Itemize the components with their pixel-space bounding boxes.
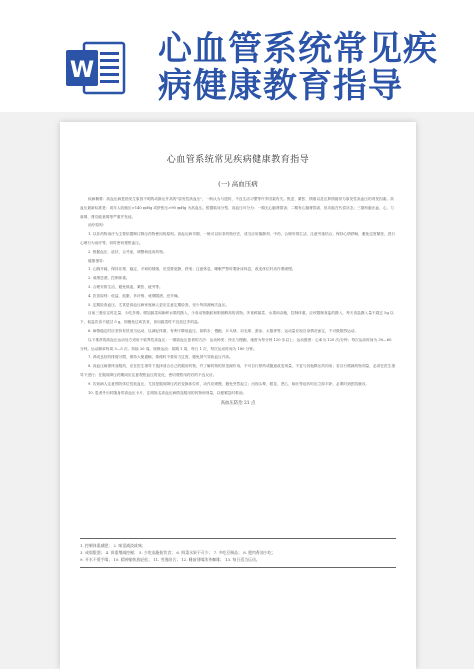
paragraph: 3. 合理安排生活，避免熬夜、紧张、疲劳等。 xyxy=(88,284,163,289)
paragraph: 9. 告知病人注意预防体位性低血压，尤其是服用降压药后变换体位时，动作应缓慢，避免突然起立；出现头晕、眼花、恶心、呕吐等症状时应立即平卧，必要时到医院就诊。 xyxy=(88,381,370,386)
tips-line: 9. 开水不烫手喝； 10. 精神愉快放轻松； 11. 劳逸结合； 12. 睡前别喝浓茶咖啡； 13. 每日适当运动。 xyxy=(80,557,260,562)
paragraph: 1. 以非药物治疗为主要依据制订降压药物使用的原则。高血压病早期，一般可以用非药物疗法，适当应用镇静剂、中药，合理安排生活，注意劳逸结合，保持心情舒畅，避免过度紧张，进行心理行为治疗等，同时密切观察血压。 xyxy=(80,232,396,245)
paragraph: 健康指导： xyxy=(88,258,107,263)
tips-line: 1. 控制体重减肥； 2. 味觉减淡咸味； xyxy=(80,543,146,548)
tips-list xyxy=(80,542,396,563)
word-document-icon xyxy=(64,40,126,96)
paragraph: 目前三餐应定时定量，少吃多餐。增加蔬菜和新鲜水果的摄入，少食动物脂肪和胆固醇高的食物。多食鲜蔬菜、水果和杂粮，控制体重。应该限制食盐的摄入，每天食盐摄入量不超过 5g 以下，低盐饮食不超过 5 g，即避免过咸饮食，食用蔬菜时不宜放过多的盐。 xyxy=(80,311,394,325)
paragraph: 以下推荐的高血压运动处方适用于临界性高血压：一期高血压患者的方法：运动种类：快走与慢跑，速度为每分钟 120 步以上；运动强度：心率为 120 次/分钟；每次运动时间为 30—60 分钟。运动频率每周 3—5 次。持续 20 周。规律运动：周期 1 周，每日 1 次，每次运动时间为 180 分钟。 xyxy=(80,337,392,351)
paragraph: 4. 饮食原则：低盐、低脂、多纤维、戒烟限酒、忌辛辣。 xyxy=(88,293,182,298)
divider xyxy=(80,567,396,568)
page-title-line-1: 心血管系统常见疾 xyxy=(158,29,438,69)
document-page xyxy=(60,122,416,669)
paragraph: 5. 定期检查血压，尤其是高血压病家庭病人更应注意定期检查，至少每周测两次血压。 xyxy=(88,302,230,307)
paragraph: 1. 心胸开阔，保持乐观、稳定、平和的情绪，厌觉要宽静、舒适；注意休息，睡眠严禁时要卧床休息，改变体位时动作要缓慢。 xyxy=(88,267,296,272)
divider xyxy=(80,538,396,539)
paragraph: 2. 根据血压、症状、合并症，调整和选用药物。 xyxy=(88,249,167,254)
section-heading: (一) 高血压病 xyxy=(218,180,258,188)
svg-text:W: W xyxy=(69,58,95,83)
paragraph: 疾病概要：高血压病是指发生原因不明的动脉压升高的"原发性高血压"，一般认为与遗传、不良生活习惯等许多因素有关。焦虑、紧张、情绪以及压抑情绪常为原发性高血压的诱发因素。高血压最新标准是：成年人收缩压>140 ㎜Hg 或舒张压>90 ㎜Hg 为高血压。根据临床分型，高血压可分为：一期无心脑肾损害；二期有心脑肾损害，但功能在代偿状态；三期有脑出血、心、力衰竭、肾功能衰竭等严重并发症。 xyxy=(80,197,394,219)
paragraph: 6. 病情稳定时应坚持有效适当运动，以减轻体重，有利于降低血压，如散步、慢跑、乒乓球、羽毛球、游泳、太极拳等，运动量应视自身情况而定，不可做剧烈运动。 xyxy=(88,328,359,333)
header-banner xyxy=(0,0,474,112)
paragraph: 8. 高血压病需终身服药，应在医生指导下选择适合自己的服用药物，并了解药物的常见副作用，不可自行停药或随意改变剂量，不宜与其他降压药同用；若自行增减药物剂量，必须在医生指导下进行；在服用降压药期间应注意观察血压的变化，密切观察用药后的不良反应。 xyxy=(80,364,396,377)
paragraph: 治疗原则： xyxy=(88,223,107,228)
paragraph: 10. 患者外出时随身带高血压卡片，注明姓名高血压病情及服用的药物和剂量，以便紧急时救治。 xyxy=(88,390,247,395)
page-title-line-2: 病健康教育指导 xyxy=(158,66,403,106)
tips-heading: 高血压防治 21 点 xyxy=(220,401,256,407)
document-title: 心血管系统常见疾病健康教育指导 xyxy=(166,155,310,165)
document-body xyxy=(80,154,396,409)
tips-line: 3. 戒烟限酒； 4. 体重增减控制； 5. 少吃高脂肪饮食； 6. 鲜菜水果不可少； 7. 多吃豆制品； 8. 肥肉香油少吃； xyxy=(80,550,276,555)
paragraph: 7. 养成良好的排便习惯，保持大便通畅，排便时不要用力过度，避免屏气导致血压升高。 xyxy=(88,355,233,360)
paragraph: 2. 戒烟忌酒，控制体重。 xyxy=(88,276,130,281)
